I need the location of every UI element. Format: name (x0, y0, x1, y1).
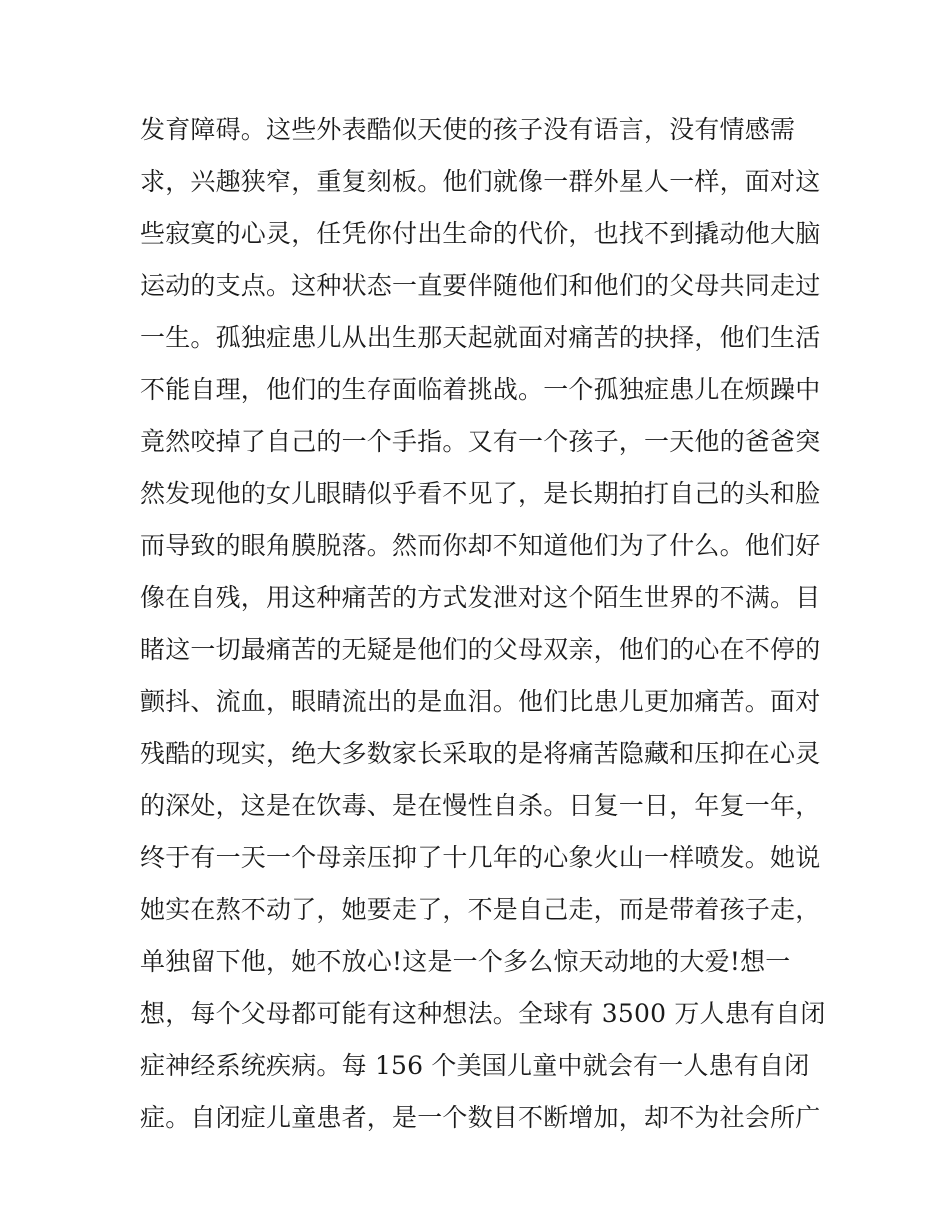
text-line: 竟然咬掉了自己的一个手指。又有一个孩子，一天他的爸爸突 (140, 427, 821, 456)
text-line: 像在自残，用这种痛苦的方式发泄对这个陌生世界的不满。目 (140, 583, 821, 612)
text-line: 而导致的眼角膜脱落。然而你却不知道他们为了什么。他们好 (140, 531, 821, 560)
text-line: 单独留下他，她不放心!这是一个多么惊天动地的大爱!想一 (140, 947, 791, 976)
text-line: 求，兴趣狭窄，重复刻板。他们就像一群外星人一样，面对这 (140, 167, 821, 196)
text-line: 想，每个父母都可能有这种想法。全球有 3500 万人患有自闭 (140, 999, 826, 1028)
text-line: 运动的支点。这种状态一直要伴随他们和他们的父母共同走过 (140, 271, 821, 300)
text-line: 睹这一切最痛苦的无疑是他们的父母双亲，他们的心在不停的 (140, 635, 821, 664)
text-line: 发育障碍。这些外表酷似天使的孩子没有语言，没有情感需 (140, 115, 796, 144)
text-line: 残酷的现实，绝大多数家长采取的是将痛苦隐藏和压抑在心灵 (140, 739, 821, 768)
text-line: 症神经系统疾病。每 156 个美国儿童中就会有一人患有自闭 (140, 1051, 810, 1080)
body-paragraph (140, 110, 826, 1150)
text-line: 一生。孤独症患儿从出生那天起就面对痛苦的抉择，他们生活 (140, 323, 821, 352)
text-line: 些寂寞的心灵，任凭你付出生命的代价，也找不到撬动他大脑 (140, 219, 821, 248)
text-line: 她实在熬不动了，她要走了，不是自己走，而是带着孩子走， (140, 895, 821, 924)
text-line: 颤抖、流血，眼睛流出的是血泪。他们比患儿更加痛苦。面对 (140, 687, 821, 716)
text-line: 然发现他的女儿眼睛似乎看不见了，是长期拍打自己的头和脸 (140, 479, 821, 508)
text-line: 终于有一天一个母亲压抑了十几年的心象火山一样喷发。她说 (140, 843, 821, 872)
text-line: 症。自闭症儿童患者，是一个数目不断增加，却不为社会所广 (140, 1103, 821, 1132)
text-line: 不能自理，他们的生存面临着挑战。一个孤独症患儿在烦躁中 (140, 375, 821, 404)
text-line: 的深处，这是在饮毒、是在慢性自杀。日复一日，年复一年， (140, 791, 821, 820)
